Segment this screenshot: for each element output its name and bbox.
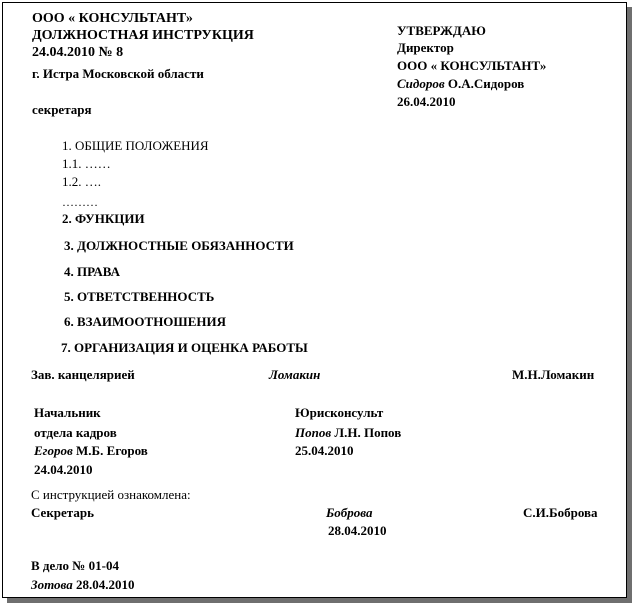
document-place: г. Истра Московской области <box>32 66 204 81</box>
head-office-signature: Ломакин <box>269 367 321 382</box>
section-3: 3. ДОЛЖНОСТНЫЕ ОБЯЗАННОСТИ <box>64 238 294 253</box>
acquainted-date: 28.04.2010 <box>328 523 387 538</box>
section-1: 1. ОБЩИЕ ПОЛОЖЕНИЯ <box>62 138 209 153</box>
approval-signature-line <box>397 76 524 92</box>
section-6: 6. ВЗАИМООТНОШЕНИЯ <box>64 314 226 329</box>
section-1-1: 1.1. …… <box>62 156 111 171</box>
hr-title-line1: Начальник <box>34 405 101 420</box>
legal-name: Л.Н. Попов <box>334 425 402 440</box>
filing-date: 28.04.2010 <box>76 577 135 592</box>
filing-signature-line <box>31 577 135 593</box>
filing-line: В дело № 01-04 <box>31 558 119 573</box>
legal-signature: Попов <box>295 425 332 440</box>
approval-org: ООО « КОНСУЛЬТАНТ» <box>397 58 547 73</box>
acquainted-title: С инструкцией ознакомлена: <box>31 487 191 502</box>
document-position: секретаря <box>32 102 92 117</box>
approval-role: Директор <box>397 40 454 55</box>
hr-title-line2: отдела кадров <box>34 425 117 440</box>
document-date-number: 24.04.2010 № 8 <box>32 45 124 60</box>
org-name: ООО « КОНСУЛЬТАНТ» <box>32 11 193 26</box>
hr-signature-line <box>34 443 148 459</box>
document-type: ДОЛЖНОСТНАЯ ИНСТРУКЦИЯ <box>32 28 254 43</box>
approval-title: УТВЕРЖДАЮ <box>397 23 486 38</box>
hr-name: М.Б. Егоров <box>76 443 148 458</box>
legal-date: 25.04.2010 <box>295 443 354 458</box>
head-office-name: М.Н.Ломакин <box>512 367 595 382</box>
section-5: 5. ОТВЕТСТВЕННОСТЬ <box>64 289 215 304</box>
acquainted-name: С.И.Боброва <box>523 505 598 520</box>
director-name: О.А.Сидоров <box>447 76 525 91</box>
section-2: 2. ФУНКЦИИ <box>62 211 145 226</box>
director-signature: Сидоров <box>397 76 445 91</box>
approval-date: 26.04.2010 <box>397 94 456 109</box>
section-7: 7. ОРГАНИЗАЦИЯ И ОЦЕНКА РАБОТЫ <box>61 340 308 355</box>
head-office-title: Зав. канцелярией <box>31 367 135 382</box>
hr-signature: Егоров <box>34 443 73 458</box>
legal-signature-line <box>295 425 401 441</box>
acquainted-role: Секретарь <box>31 505 94 520</box>
section-4: 4. ПРАВА <box>64 264 121 279</box>
legal-title: Юрисконсульт <box>295 405 384 420</box>
section-1-2: 1.2. …. <box>62 174 101 189</box>
acquainted-signature: Боброва <box>326 505 373 520</box>
filing-signature: Зотова <box>31 577 73 592</box>
hr-date: 24.04.2010 <box>34 462 93 477</box>
section-1-dashes: ……… <box>62 195 98 209</box>
